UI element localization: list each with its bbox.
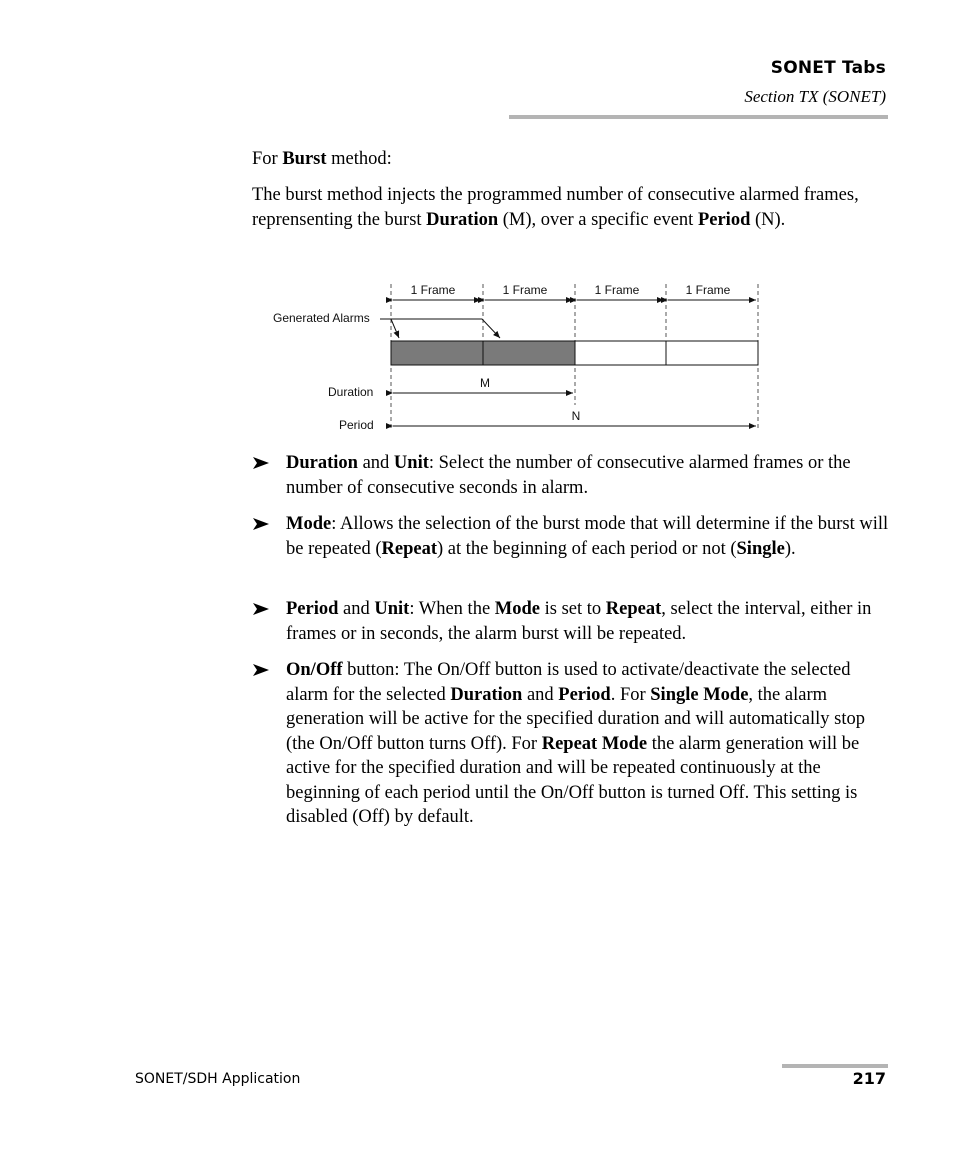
- text-run: : When the: [409, 599, 495, 619]
- m-label: M: [480, 376, 490, 390]
- text-run: ).: [784, 538, 796, 559]
- bold-term: Mode: [286, 514, 332, 534]
- frame-label: 1 Frame: [410, 283, 456, 297]
- bold-term: Repeat: [381, 538, 438, 559]
- period-label: Period: [339, 418, 374, 432]
- normal-frame: [666, 341, 758, 365]
- text-run: : Select the number of consecutive alarmed frames or the number of consecutive seconds in alarm.: [286, 453, 851, 498]
- burst-diagram: [270, 280, 770, 440]
- page-number: 217: [852, 1069, 886, 1088]
- bullet-arrow-icon: [252, 516, 270, 532]
- bold-term: Unit: [393, 453, 429, 473]
- bullet-arrow-icon: [252, 455, 270, 471]
- n-label: N: [571, 409, 581, 423]
- bold-term: Repeat Mode: [541, 733, 648, 754]
- text-run: , select the interval, either in frames or in seconds, the alarm burst will be repeated.: [286, 599, 872, 644]
- footer-document-title: SONET/SDH Application: [135, 1071, 301, 1087]
- bold-term: Single Mode: [650, 684, 749, 705]
- header-divider: [509, 115, 888, 119]
- text-run: method:: [326, 149, 392, 169]
- duration-label: Duration: [328, 385, 374, 399]
- frame-label: 1 Frame: [685, 283, 731, 297]
- text-run: (M), over a specific event: [498, 209, 698, 230]
- bold-term: Duration: [450, 684, 523, 705]
- bullet-mode: [252, 512, 892, 561]
- text-run: and: [522, 684, 559, 705]
- generated-alarms-label: Generated Alarms: [273, 311, 370, 325]
- alarm-pointers: [380, 319, 500, 338]
- normal-frame: [575, 341, 666, 365]
- text-run: (N).: [750, 209, 786, 230]
- text-run: the alarm generation will be active for the specified duration and will be repeated continuously at the beginning of each period until the On/Off button is turned Off. This setting is disabled (Off) by default.: [286, 733, 860, 827]
- bullet-duration-unit: [252, 451, 892, 500]
- frame-label: 1 Frame: [594, 283, 640, 297]
- bullet-arrow-icon: [252, 662, 270, 678]
- bullet-on-off: [252, 658, 892, 830]
- text-run: For: [252, 149, 283, 169]
- frame-label: 1 Frame: [502, 283, 548, 297]
- bold-term: Period: [286, 599, 339, 619]
- intro-paragraph-1: [252, 147, 892, 172]
- footer-divider: [782, 1064, 888, 1068]
- text-run: button: The On/Off button is used to activate/deactivate the selected alarm for the selected: [286, 660, 851, 705]
- bold-term: On/Off: [286, 660, 343, 680]
- text-run: and: [357, 453, 394, 473]
- alarmed-frame: [483, 341, 575, 365]
- section-title: SONET Tabs: [770, 58, 886, 78]
- bold-term: Period: [558, 684, 611, 705]
- section-subtitle: Section TX (SONET): [744, 87, 886, 106]
- bold-term: Unit: [374, 599, 410, 619]
- text-run: : Allows the selection of the burst mode that will determine if the burst will be repeated (: [286, 514, 889, 559]
- bold-term: Duration: [426, 209, 499, 230]
- bullet-arrow-icon: [252, 601, 270, 617]
- bold-term: Period: [697, 209, 751, 230]
- bold-term: Single: [736, 538, 785, 559]
- text-run: and: [338, 599, 375, 619]
- text-run: , the alarm generation will be active for the specified duration and will automatically stop (the On/Off button turns Off). For: [286, 684, 865, 754]
- alarmed-frame: [391, 341, 483, 365]
- text-run: . For: [610, 684, 651, 705]
- text-run: ) at the beginning of each period or not (: [437, 538, 737, 559]
- text-run: is set to: [540, 599, 606, 619]
- bold-term: Repeat: [605, 599, 662, 619]
- bullet-period-unit: [252, 597, 892, 646]
- bold-term: Burst: [282, 149, 327, 169]
- bold-term: Duration: [286, 453, 358, 473]
- intro-paragraph-2: [252, 183, 892, 232]
- text-run: The burst method injects the programmed number of consecutive alarmed frames, reprensenting the burst: [252, 185, 859, 230]
- bold-term: Mode: [494, 599, 541, 619]
